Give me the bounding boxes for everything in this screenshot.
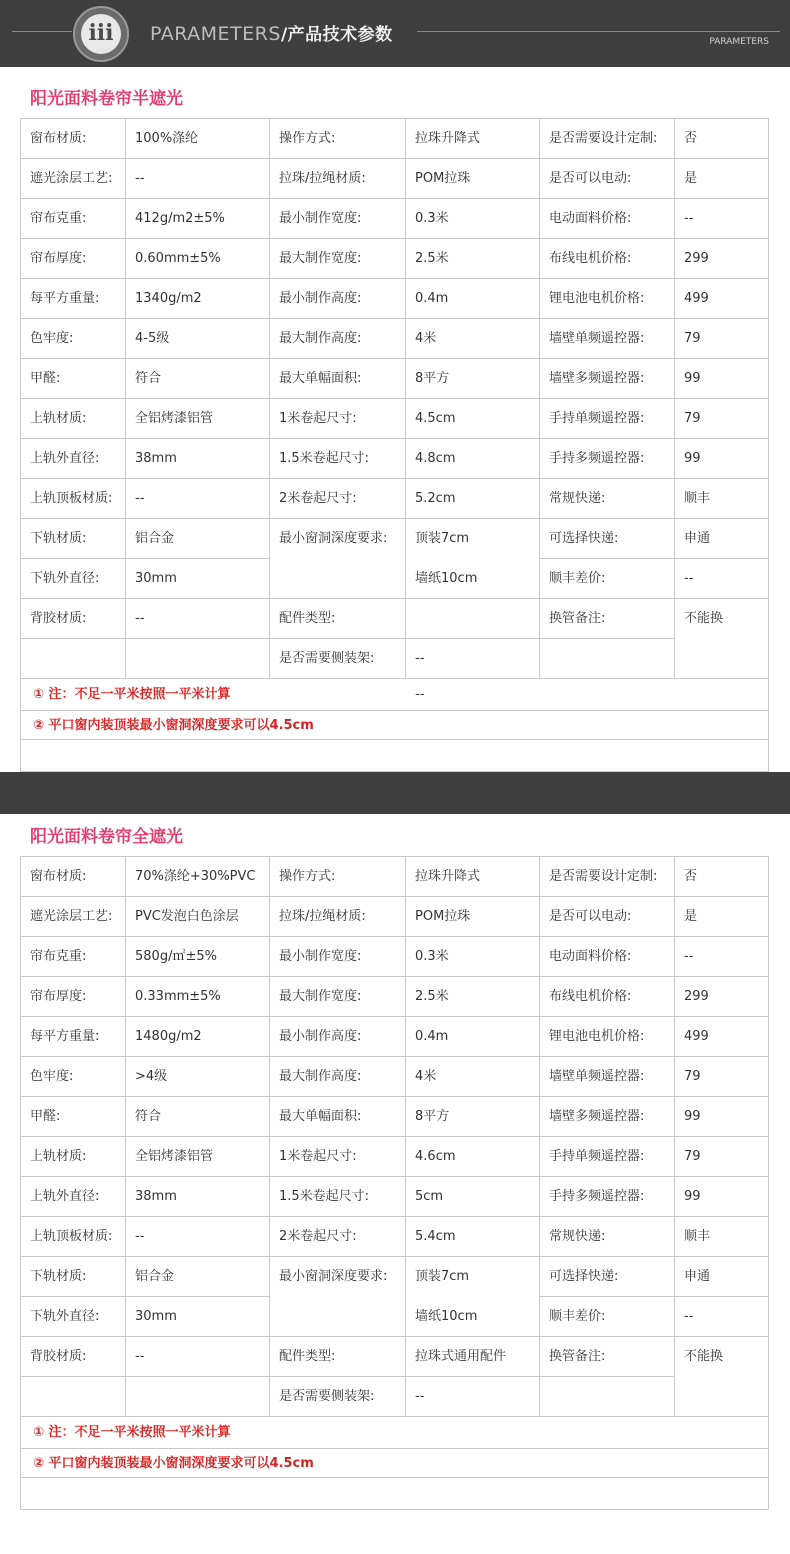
spec-label: 最小制作高度:	[270, 1017, 406, 1057]
spec-value: 412g/m2±5%	[126, 199, 270, 239]
spec-label: 下轨外直径:	[21, 559, 126, 599]
spec-value: 8平方	[406, 1097, 540, 1137]
section-title: 阳光面料卷帘全遮光	[30, 827, 183, 847]
spec-value: 铝合金	[126, 519, 270, 559]
spec-value: POM拉珠	[406, 159, 540, 199]
spec-label: 电动面料价格:	[540, 199, 675, 239]
spec-value: --	[675, 937, 768, 977]
spec-label: 电动面料价格:	[540, 937, 675, 977]
spec-value: POM拉珠	[406, 897, 540, 937]
spec-value: 拉珠式通用配件	[406, 1337, 540, 1377]
spec-value: 99	[675, 439, 768, 479]
spec-value: 拉珠升降式	[406, 857, 540, 897]
spec-value: --	[675, 1297, 768, 1337]
spec-value: --	[675, 199, 768, 239]
spec-label: 帘布厚度:	[21, 977, 126, 1017]
spec-value: 499	[675, 1017, 768, 1057]
spec-label: 帘布克重:	[21, 937, 126, 977]
spec-value: 否	[675, 119, 768, 159]
spec-value: 99	[675, 1177, 768, 1217]
spec-label: 甲醛:	[21, 1097, 126, 1137]
spec-value: --	[406, 1377, 540, 1417]
spec-label: 最大制作高度:	[270, 1057, 406, 1097]
spec-label: 每平方重量:	[21, 279, 126, 319]
spec-value: 4.6cm	[406, 1137, 540, 1177]
page-header	[0, 0, 790, 67]
spec-label: 最大制作高度:	[270, 319, 406, 359]
spec-label	[270, 1257, 406, 1337]
note-row	[21, 711, 768, 740]
spec-value	[406, 519, 540, 599]
spec-label	[540, 639, 675, 679]
spec-value: 99	[675, 359, 768, 399]
spec-value: 不能换	[675, 599, 768, 679]
spec-label: 背胶材质:	[21, 599, 126, 639]
spec-value: PVC发泡白色涂层	[126, 897, 270, 937]
spec-value: 不能换	[675, 1337, 768, 1417]
spec-value: 79	[675, 1057, 768, 1097]
spec-label: 手持单频遥控器:	[540, 1137, 675, 1177]
spec-table	[20, 118, 769, 772]
spec-value: 79	[675, 1137, 768, 1177]
spec-value: 符合	[126, 1097, 270, 1137]
spec-label: 最小制作宽度:	[270, 937, 406, 977]
header-rule-right	[417, 31, 780, 32]
note-text: ② 平口窗内装顶装最小窗洞深度要求可以4.5cm	[33, 1456, 314, 1471]
spec-label: 2米卷起尺寸:	[270, 479, 406, 519]
spec-label: 顺丰差价:	[540, 559, 675, 599]
spec-value: 4米	[406, 1057, 540, 1097]
spec-label: 可选择快递:	[540, 1257, 675, 1297]
spec-label: 配件类型:	[270, 1337, 406, 1377]
spec-value: 30mm	[126, 1297, 270, 1337]
spec-label: 上轨外直径:	[21, 439, 126, 479]
spec-value: 1480g/m2	[126, 1017, 270, 1057]
spec-label: 拉珠/拉绳材质:	[270, 159, 406, 199]
spec-value: --	[406, 639, 540, 679]
spec-label: 下轨外直径:	[21, 1297, 126, 1337]
spec-label: 遮光涂层工艺:	[21, 897, 126, 937]
spec-value	[126, 1377, 270, 1417]
spec-value: 申通	[675, 519, 768, 559]
spec-value: >4级	[126, 1057, 270, 1097]
spec-table	[20, 856, 769, 1510]
spec-value: --	[126, 479, 270, 519]
spec-value: 全铝烤漆铝管	[126, 1137, 270, 1177]
spec-label: 甲醛:	[21, 359, 126, 399]
spec-label: 每平方重量:	[21, 1017, 126, 1057]
spec-value: 299	[675, 977, 768, 1017]
spec-label: 操作方式:	[270, 119, 406, 159]
spec-label	[270, 519, 406, 599]
spec-label: 上轨材质:	[21, 399, 126, 439]
spec-label: 墙壁单频遥控器:	[540, 1057, 675, 1097]
spec-label: 2米卷起尺寸:	[270, 1217, 406, 1257]
section-title: 阳光面料卷帘半遮光	[30, 89, 183, 109]
spec-label: 下轨材质:	[21, 519, 126, 559]
spec-line: 顶装7cm	[415, 531, 470, 546]
spec-label: 1.5米卷起尺寸:	[270, 439, 406, 479]
spec-label: 1米卷起尺寸:	[270, 399, 406, 439]
spec-label: 最小制作高度:	[270, 279, 406, 319]
spec-value: --	[126, 599, 270, 639]
spec-label: 上轨材质:	[21, 1137, 126, 1177]
spec-label: 手持单频遥控器:	[540, 399, 675, 439]
spec-label: 窗布材质:	[21, 119, 126, 159]
spec-label: 遮光涂层工艺:	[21, 159, 126, 199]
spec-value: 38mm	[126, 1177, 270, 1217]
spec-label: 手持多频遥控器:	[540, 1177, 675, 1217]
spec-label	[21, 639, 126, 679]
spec-label: 顺丰差价:	[540, 1297, 675, 1337]
spec-label: 最大制作宽度:	[270, 239, 406, 279]
spec-label: 配件类型:	[270, 599, 406, 639]
spec-label: 上轨顶板材质:	[21, 1217, 126, 1257]
spec-label: 布线电机价格:	[540, 239, 675, 279]
spec-value: 5cm	[406, 1177, 540, 1217]
spec-label: 下轨材质:	[21, 1257, 126, 1297]
spec-label: 1米卷起尺寸:	[270, 1137, 406, 1177]
spec-value: 30mm	[126, 559, 270, 599]
spec-value: 铝合金	[126, 1257, 270, 1297]
spec-line	[279, 1297, 405, 1337]
spec-value: 4.8cm	[406, 439, 540, 479]
spec-label: 是否可以电动:	[540, 159, 675, 199]
spec-label	[540, 1377, 675, 1417]
spec-value: 2.5米	[406, 239, 540, 279]
spec-label: 墙壁多频遥控器:	[540, 1097, 675, 1137]
spec-label: 墙壁多频遥控器:	[540, 359, 675, 399]
spec-label: 1.5米卷起尺寸:	[270, 1177, 406, 1217]
header-title-cn: /产品技术参数	[280, 25, 393, 45]
note-row	[21, 679, 768, 711]
spec-value: 99	[675, 1097, 768, 1137]
spec-label: 是否需要设计定制:	[540, 857, 675, 897]
spec-line: 墙纸10cm	[415, 1309, 478, 1324]
spec-value: 4-5级	[126, 319, 270, 359]
note-row	[21, 1449, 768, 1478]
section-divider	[0, 772, 790, 814]
spec-label: 最大单幅面积:	[270, 359, 406, 399]
spec-value	[126, 639, 270, 679]
spec-value: 299	[675, 239, 768, 279]
spec-line	[279, 559, 405, 599]
spec-value: 0.60mm±5%	[126, 239, 270, 279]
spec-label: 常规快递:	[540, 1217, 675, 1257]
spec-label: 背胶材质:	[21, 1337, 126, 1377]
header-title	[150, 20, 393, 45]
header-subtitle: PARAMETERS	[709, 37, 769, 47]
spec-value: 38mm	[126, 439, 270, 479]
spec-value: --	[126, 1337, 270, 1377]
note-text: ② 平口窗内装顶装最小窗洞深度要求可以4.5cm	[33, 718, 314, 733]
spec-value: 否	[675, 857, 768, 897]
spec-value: 是	[675, 159, 768, 199]
spec-value: --	[126, 159, 270, 199]
spec-value: 全铝烤漆铝管	[126, 399, 270, 439]
note-extra: --	[415, 687, 425, 702]
spec-label: 最大制作宽度:	[270, 977, 406, 1017]
spec-value: 1340g/m2	[126, 279, 270, 319]
spec-value: 4.5cm	[406, 399, 540, 439]
spec-label: 色牢度:	[21, 1057, 126, 1097]
spec-label: 换管备注:	[540, 599, 675, 639]
spec-value: 79	[675, 399, 768, 439]
spec-label: 上轨顶板材质:	[21, 479, 126, 519]
spec-value: 70%涤纶+30%PVC	[126, 857, 270, 897]
spec-label: 墙壁单频遥控器:	[540, 319, 675, 359]
spec-line: 最小窗洞深度要求:	[279, 1269, 388, 1284]
spec-label: 常规快递:	[540, 479, 675, 519]
spec-value: 0.33mm±5%	[126, 977, 270, 1017]
header-badge	[73, 6, 129, 62]
spec-value: 0.3米	[406, 199, 540, 239]
spec-label: 最大单幅面积:	[270, 1097, 406, 1137]
spec-label: 是否需要设计定制:	[540, 119, 675, 159]
spec-line: 顶装7cm	[415, 1269, 470, 1284]
spec-value: 580g/㎡±5%	[126, 937, 270, 977]
spec-label: 手持多频遥控器:	[540, 439, 675, 479]
spec-label: 锂电池电机价格:	[540, 1017, 675, 1057]
spec-value: 5.2cm	[406, 479, 540, 519]
header-title-en: PARAMETERS	[150, 23, 281, 45]
spec-value: 0.4m	[406, 1017, 540, 1057]
spec-value: 申通	[675, 1257, 768, 1297]
spec-label: 可选择快递:	[540, 519, 675, 559]
spec-value: 79	[675, 319, 768, 359]
note-row	[21, 1417, 768, 1449]
spec-line: 最小窗洞深度要求:	[279, 531, 388, 546]
spec-value: 是	[675, 897, 768, 937]
spec-label: 是否需要侧装架:	[270, 639, 406, 679]
note-text: ① 注：不足一平米按照一平米计算	[33, 1425, 231, 1440]
header-rule-left	[12, 31, 72, 32]
spec-value: --	[675, 559, 768, 599]
badge-icon: iii	[81, 14, 121, 54]
spec-value: 0.4m	[406, 279, 540, 319]
spec-value: 100%涤纶	[126, 119, 270, 159]
spec-value: 2.5米	[406, 977, 540, 1017]
spec-value	[406, 1257, 540, 1337]
spec-value: 拉珠升降式	[406, 119, 540, 159]
spec-label: 锂电池电机价格:	[540, 279, 675, 319]
note-text: ① 注：不足一平米按照一平米计算	[33, 687, 231, 702]
spec-label: 窗布材质:	[21, 857, 126, 897]
spec-label: 帘布克重:	[21, 199, 126, 239]
spec-value: 顺丰	[675, 479, 768, 519]
spec-label	[21, 1377, 126, 1417]
spec-value: 顺丰	[675, 1217, 768, 1257]
spec-line: 墙纸10cm	[415, 571, 478, 586]
spec-label: 是否可以电动:	[540, 897, 675, 937]
spec-label: 是否需要侧装架:	[270, 1377, 406, 1417]
spec-label: 拉珠/拉绳材质:	[270, 897, 406, 937]
spec-label: 布线电机价格:	[540, 977, 675, 1017]
spec-value: 5.4cm	[406, 1217, 540, 1257]
spec-value: 符合	[126, 359, 270, 399]
spec-value	[406, 599, 540, 639]
spec-label: 换管备注:	[540, 1337, 675, 1377]
spec-value: 0.3米	[406, 937, 540, 977]
spec-value: 499	[675, 279, 768, 319]
spec-label: 上轨外直径:	[21, 1177, 126, 1217]
spec-label: 操作方式:	[270, 857, 406, 897]
spec-label: 帘布厚度:	[21, 239, 126, 279]
spec-value: 4米	[406, 319, 540, 359]
spec-label: 色牢度:	[21, 319, 126, 359]
spec-value: --	[126, 1217, 270, 1257]
spec-label: 最小制作宽度:	[270, 199, 406, 239]
spec-value: 8平方	[406, 359, 540, 399]
